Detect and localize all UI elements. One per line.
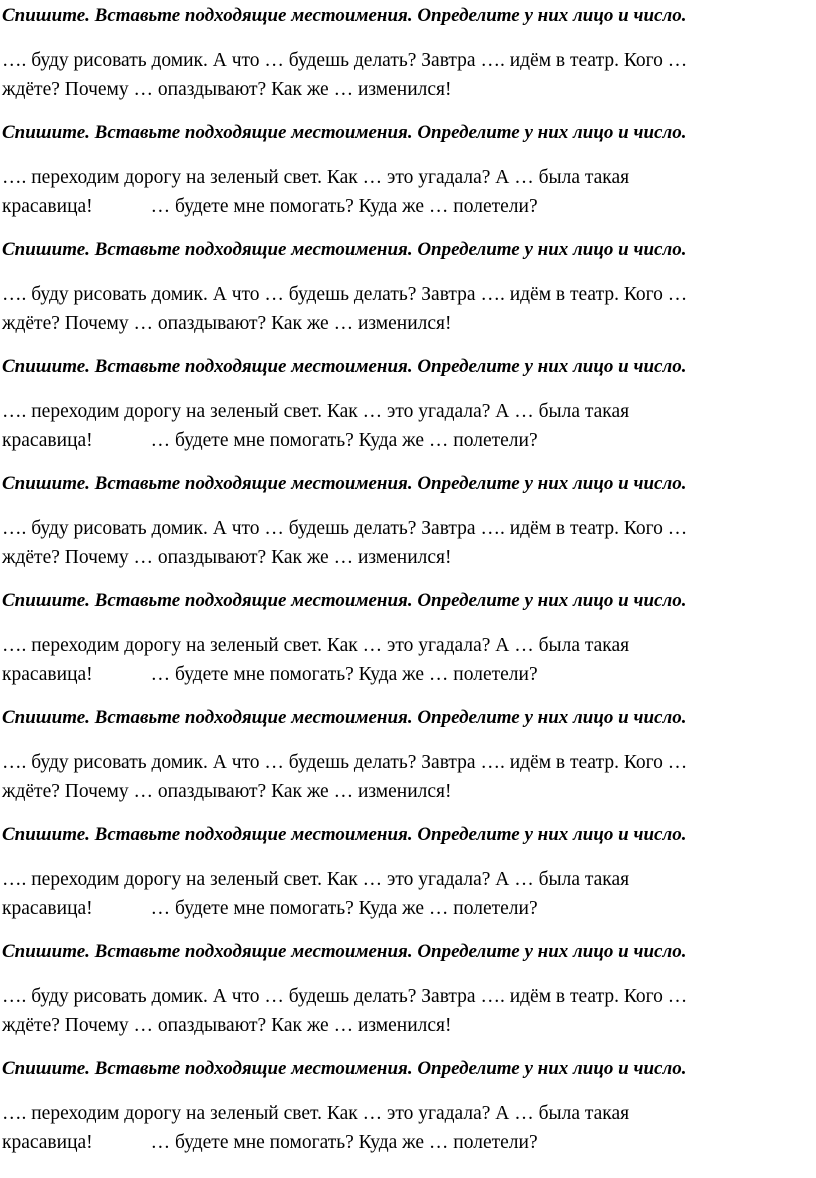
exercise-text-part-1: красавица! <box>2 196 93 217</box>
exercise-heading: Спишите. Вставьте подходящие местоимения. Определите у них лицо и число. <box>2 239 687 260</box>
exercise-text-part-1: красавица! <box>2 664 93 685</box>
exercise-heading: Спишите. Вставьте подходящие местоимения. Определите у них лицо и число. <box>2 824 687 845</box>
exercise-text-line-1: …. переходим дорогу на зеленый свет. Как … это угадала? А … была такая <box>2 167 630 188</box>
exercise-text-part-1: красавица! <box>2 1132 93 1153</box>
exercise-text-part-2: … будете мне помогать? Куда же … полетели? <box>150 1132 538 1153</box>
exercise-text-part-2: … будете мне помогать? Куда же … полетели? <box>150 196 538 217</box>
exercise-text-line-1: …. переходим дорогу на зеленый свет. Как … это угадала? А … была такая <box>2 401 630 422</box>
exercise-heading: Спишите. Вставьте подходящие местоимения. Определите у них лицо и число. <box>2 590 687 611</box>
exercise-heading: Спишите. Вставьте подходящие местоимения. Определите у них лицо и число. <box>2 941 687 962</box>
exercise-heading: Спишите. Вставьте подходящие местоимения. Определите у них лицо и число. <box>2 707 687 728</box>
exercise-text-line-1: …. буду рисовать домик. А что … будешь делать? Завтра …. идём в театр. Кого … <box>2 752 688 773</box>
exercise-heading: Спишите. Вставьте подходящие местоимения. Определите у них лицо и число. <box>2 122 687 143</box>
exercise-text-line-1: …. переходим дорогу на зеленый свет. Как … это угадала? А … была такая <box>2 635 630 656</box>
exercise-text-line-1: …. буду рисовать домик. А что … будешь делать? Завтра …. идём в театр. Кого … <box>2 284 688 305</box>
exercise-text-line-1: …. буду рисовать домик. А что … будешь делать? Завтра …. идём в театр. Кого … <box>2 518 688 539</box>
exercise-heading: Спишите. Вставьте подходящие местоимения. Определите у них лицо и число. <box>2 356 687 377</box>
exercise-text-line-2: ждёте? Почему … опаздывают? Как же … изменился! <box>2 547 452 568</box>
exercise-text-line-2: ждёте? Почему … опаздывают? Как же … изменился! <box>2 313 452 334</box>
exercise-heading: Спишите. Вставьте подходящие местоимения. Определите у них лицо и число. <box>2 473 687 494</box>
exercise-text-line-2 <box>2 429 538 453</box>
exercise-text-part-1: красавица! <box>2 430 93 451</box>
exercise-text-line-2 <box>2 897 538 921</box>
exercise-text-line-2 <box>2 663 538 687</box>
exercise-text-part-2: … будете мне помогать? Куда же … полетели? <box>150 898 538 919</box>
exercise-text-line-1: …. буду рисовать домик. А что … будешь делать? Завтра …. идём в театр. Кого … <box>2 50 688 71</box>
exercise-heading: Спишите. Вставьте подходящие местоимения. Определите у них лицо и число. <box>2 1058 687 1079</box>
exercise-text-line-1: …. переходим дорогу на зеленый свет. Как … это угадала? А … была такая <box>2 869 630 890</box>
exercise-text-line-2: ждёте? Почему … опаздывают? Как же … изменился! <box>2 1015 452 1036</box>
exercise-text-line-1: …. буду рисовать домик. А что … будешь делать? Завтра …. идём в театр. Кого … <box>2 986 688 1007</box>
exercise-heading: Спишите. Вставьте подходящие местоимения. Определите у них лицо и число. <box>2 5 687 26</box>
exercise-text-part-1: красавица! <box>2 898 93 919</box>
exercise-text-line-2: ждёте? Почему … опаздывают? Как же … изменился! <box>2 781 452 802</box>
exercise-text-line-2: ждёте? Почему … опаздывают? Как же … изменился! <box>2 79 452 100</box>
exercise-text-part-2: … будете мне помогать? Куда же … полетели? <box>150 664 538 685</box>
exercise-text-line-2 <box>2 195 538 219</box>
exercise-text-line-2 <box>2 1131 538 1155</box>
exercise-text-line-1: …. переходим дорогу на зеленый свет. Как … это угадала? А … была такая <box>2 1103 630 1124</box>
exercise-text-part-2: … будете мне помогать? Куда же … полетели? <box>150 430 538 451</box>
